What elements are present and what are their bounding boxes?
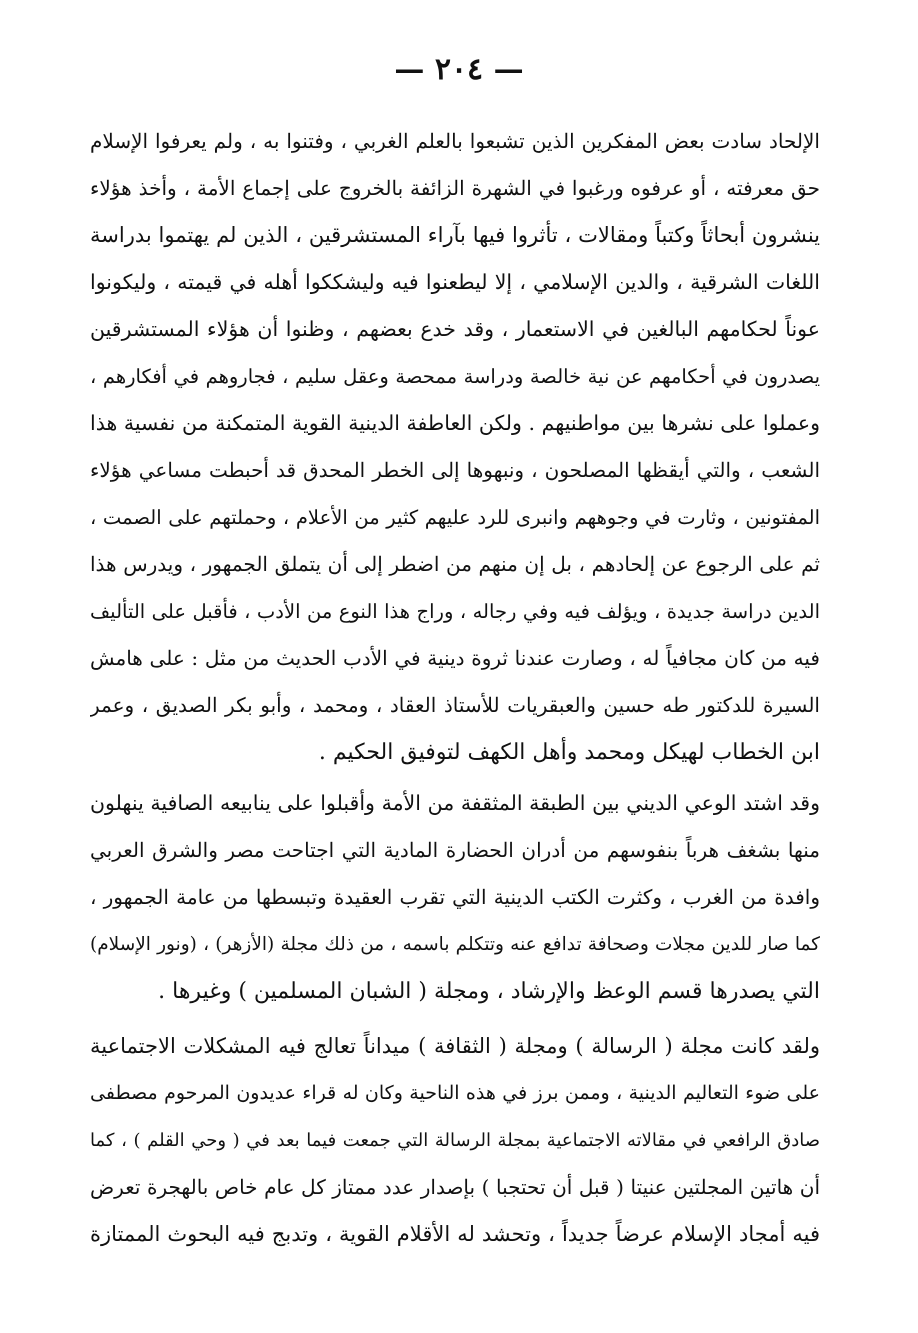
text-line: عوناً لحكامهم البالغين في الاستعمار ، وقد خدع بعضهم ، وظنوا أن هؤلاء المستشرقين — [90, 317, 820, 341]
text-line: الإلحاد سادت بعض المفكرين الذين تشبعوا بالعلم الغربي ، وفتنوا به ، ولم يعرفوا الإسلام — [90, 129, 820, 153]
text-line: المفتونين ، وثارت في وجوههم وانبرى للرد عليهم كثير من الأعلام ، وحملتهم على الصمت ، — [90, 506, 820, 529]
text-line: ينشرون أبحاثاً وكتباً ومقالات ، تأثروا فيها بآراء المستشرقين ، الذين لم يهتموا بدراسة — [90, 223, 820, 247]
text-line: الدين دراسة جديدة ، ويؤلف فيه وفي رجاله ، وراج هذا النوع من الأدب ، فأقبل على التأليف — [90, 600, 820, 623]
text-line: اللغات الشرقية ، والدين الإسلامي ، إلا ليطعنوا فيه وليشككوا أهله في قيمته ، وليكونوا — [90, 270, 820, 294]
text-line: منها بشغف هرباً بنفوسهم من أدران الحضارة المادية التي اجتاحت مصر والشرق العربي — [90, 838, 820, 862]
paragraph-1 — [90, 118, 820, 776]
text-line: السيرة للدكتور طه حسين والعبقريات للأستاذ العقاد ، ومحمد ، وأبو بكر الصديق ، وعمر — [90, 693, 820, 717]
paragraph-3 — [90, 1023, 820, 1258]
text-line: حق معرفته ، أو عرفوه ورغبوا في الشهرة الزائفة بالخروج على إجماع الأمة ، وأخذ هؤلاء — [90, 176, 820, 200]
text-line: فيه من كان مجافياً له ، وصارت عندنا ثروة دينية في الأدب الحديث من مثل : على هامش — [90, 646, 820, 670]
text-line: وافدة من الغرب ، وكثرت الكتب الدينية التي تقرب العقيدة وتبسطها من عامة الجمهور ، — [90, 885, 820, 909]
text-line: الشعب ، والتي أيقظها المصلحون ، ونبهوها إلى الخطر المحدق قد أحبطت مساعي هؤلاء — [90, 458, 820, 482]
text-line: فيه أمجاد الإسلام عرضاً جديداً ، وتحشد له الأقلام القوية ، وتدبج فيه البحوث الممتازة — [90, 1222, 820, 1246]
text-line: صادق الرافعي في مقالاته الاجتماعية بمجلة الرسالة التي جمعت فيما بعد في ( وحي القلم ) ، كما — [90, 1130, 820, 1151]
text-line: وعملوا على نشرها بين مواطنيهم . ولكن العاطفة الدينية القوية المتمكنة من نفسية هذا — [90, 411, 820, 435]
text-line: كما صار للدين مجلات وصحافة تدافع عنه وتتكلم باسمه ، من ذلك مجلة (الأزهر) ، (ونور الإسلام) — [90, 934, 820, 955]
text-line: وقد اشتد الوعي الديني بين الطبقة المثقفة من الأمة وأقبلوا على ينابيعه الصافية ينهلون — [90, 791, 820, 815]
text-line: ثم على الرجوع عن إلحادهم ، بل إن منهم من اضطر إلى أن يتملق الجمهور ، ويدرس هذا — [90, 552, 820, 576]
text-line: ولقد كانت مجلة ( الرسالة ) ومجلة ( الثقافة ) ميداناً تعالج فيه المشكلات الاجتماعية — [90, 1034, 820, 1058]
paragraph-2 — [90, 780, 820, 1015]
text-line: يصدرون في أحكامهم عن نية خالصة ودراسة ممحصة وعقل سليم ، فجاروهم في أفكارهم ، — [90, 365, 820, 388]
text-line: على ضوء التعاليم الدينية ، وممن برز في هذه الناحية وكان له قراء عديدون المرحوم مصطفى — [90, 1082, 820, 1104]
text-line: أن هاتين المجلتين عنيتا ( قبل أن تحتجبا ) بإصدار عدد ممتاز كل عام خاص بالهجرة تعرض — [90, 1175, 820, 1199]
page-number: — ٢٠٤ — — [394, 52, 524, 87]
text-line: ابن الخطاب لهيكل ومحمد وأهل الكهف لتوفيق الحكيم . — [318, 740, 820, 765]
text-line: التي يصدرها قسم الوعظ والإرشاد ، ومجلة ( الشبان المسلمين ) وغيرها . — [158, 979, 820, 1004]
